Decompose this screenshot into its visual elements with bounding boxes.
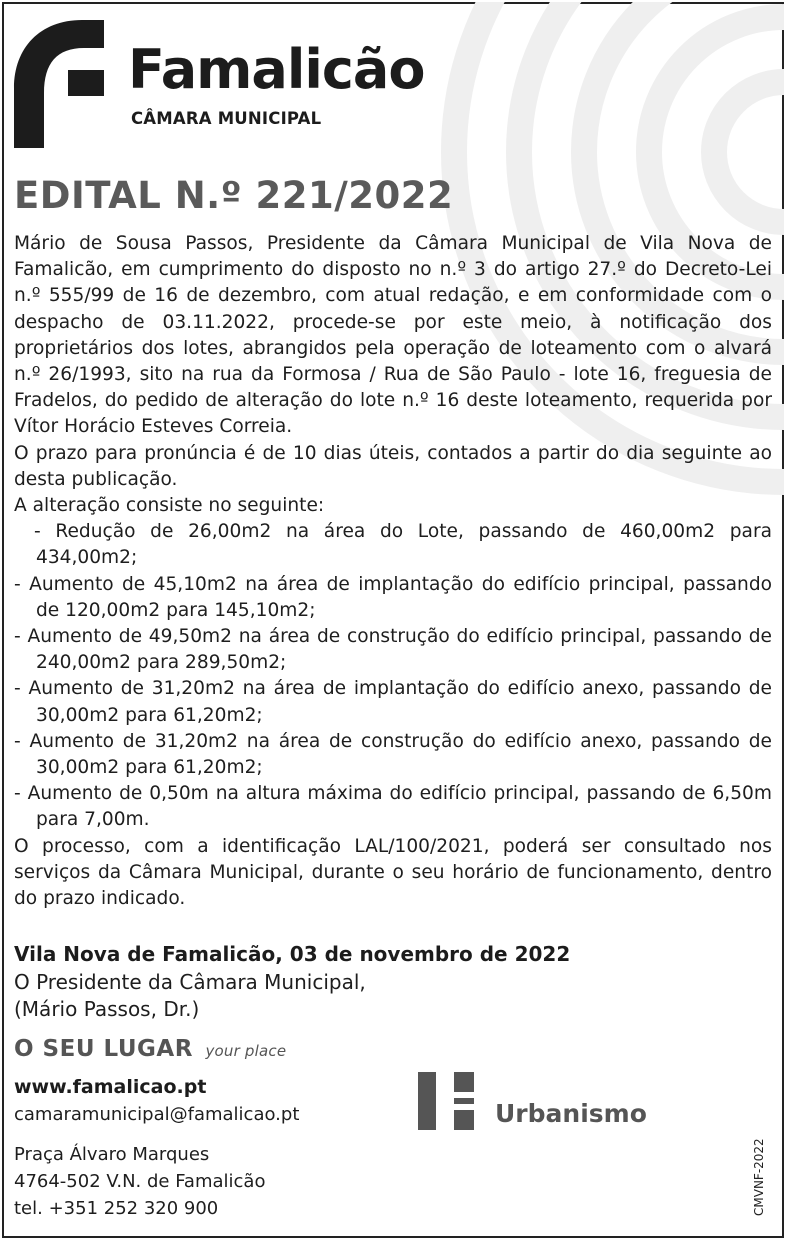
- signature-role: O Presidente da Câmara Municipal,: [14, 970, 366, 994]
- website-link[interactable]: www.famalicao.pt: [14, 1076, 207, 1098]
- deadline-paragraph: O prazo para pronúncia é de 10 dias úteis, contados a partir do dia seguinte ao desta publicação.: [14, 442, 772, 490]
- intro-paragraph: Mário de Sousa Passos, Presidente da Câmara Municipal de Vila Nova de Famalicão, em cumprimento do disposto no n.º 3 do artigo 27.º do Decreto-Lei n.º 555/99 de 16 de dezembro, com atual redação, e em conformidade com o despacho de 03.11.2022, procede-se por este meio, à notificação dos proprietários dos lotes, abrangidos pela operação de loteamento com o alvará n.º 26/1993, sito na rua da Formosa / Rua de São Paulo - lote 16, freguesia de Fradelos, do pedido de alteração do lote n.º 16 deste loteamento, requerida por Vítor Horácio Esteves Correia.: [14, 233, 772, 438]
- brand-name: Famalicão: [128, 38, 425, 101]
- brand-subtitle: CÂMARA MUNICIPAL: [131, 109, 322, 128]
- slogan-english: your place: [205, 1042, 287, 1060]
- famalicao-f-logo-icon: [12, 18, 104, 148]
- urbanismo-building-icon: [418, 1072, 474, 1130]
- list-item: - Redução de 26,00m2 na área do Lote, passando de 460,00m2 para 434,00m2;: [34, 521, 772, 569]
- list-item: - Aumento de 45,10m2 na área de implantação do edifício principal, passando de 120,00m2 para 145,10m2;: [14, 573, 772, 621]
- document-code: CMVNF-2022: [752, 1138, 766, 1216]
- address-line: Praça Álvaro Marques: [14, 1144, 210, 1165]
- signature-name: (Mário Passos, Dr.): [14, 997, 200, 1021]
- list-item: - Aumento de 31,20m2 na área de construção do edifício anexo, passando de 30,00m2 para 61,20m2;: [14, 730, 772, 779]
- phone-line: tel. +351 252 320 900: [14, 1198, 219, 1219]
- list-item: - Aumento de 49,50m2 na área de construção do edifício principal, passando de 240,00m2 para 289,50m2;: [14, 626, 772, 674]
- list-item: - Aumento de 31,20m2 na área de implantação do edifício anexo, passando de 30,00m2 para 61,20m2;: [14, 678, 772, 726]
- document-title: EDITAL N.º 221/2022: [14, 174, 454, 217]
- document-body: [14, 231, 772, 912]
- slogan: [14, 1036, 286, 1062]
- email-link[interactable]: camaramunicipal@famalicao.pt: [14, 1104, 300, 1125]
- address-line: 4764-502 V.N. de Famalicão: [14, 1171, 266, 1192]
- list-item: - Aumento de 0,50m na altura máxima do edifício principal, passando de 6,50m para 7,00m.: [14, 783, 772, 831]
- slogan-text: O SEU LUGAR: [14, 1036, 193, 1062]
- changes-intro: A alteração consiste no seguinte:: [14, 495, 325, 517]
- signature-date: Vila Nova de Famalicão, 03 de novembro de 2022: [14, 942, 571, 966]
- closing-paragraph: O processo, com a identificação LAL/100/2021, poderá ser consultado nos serviços da Câmara Municipal, durante o seu horário de funcionamento, dentro do prazo indicado.: [14, 835, 772, 910]
- department-label: Urbanismo: [495, 1099, 647, 1128]
